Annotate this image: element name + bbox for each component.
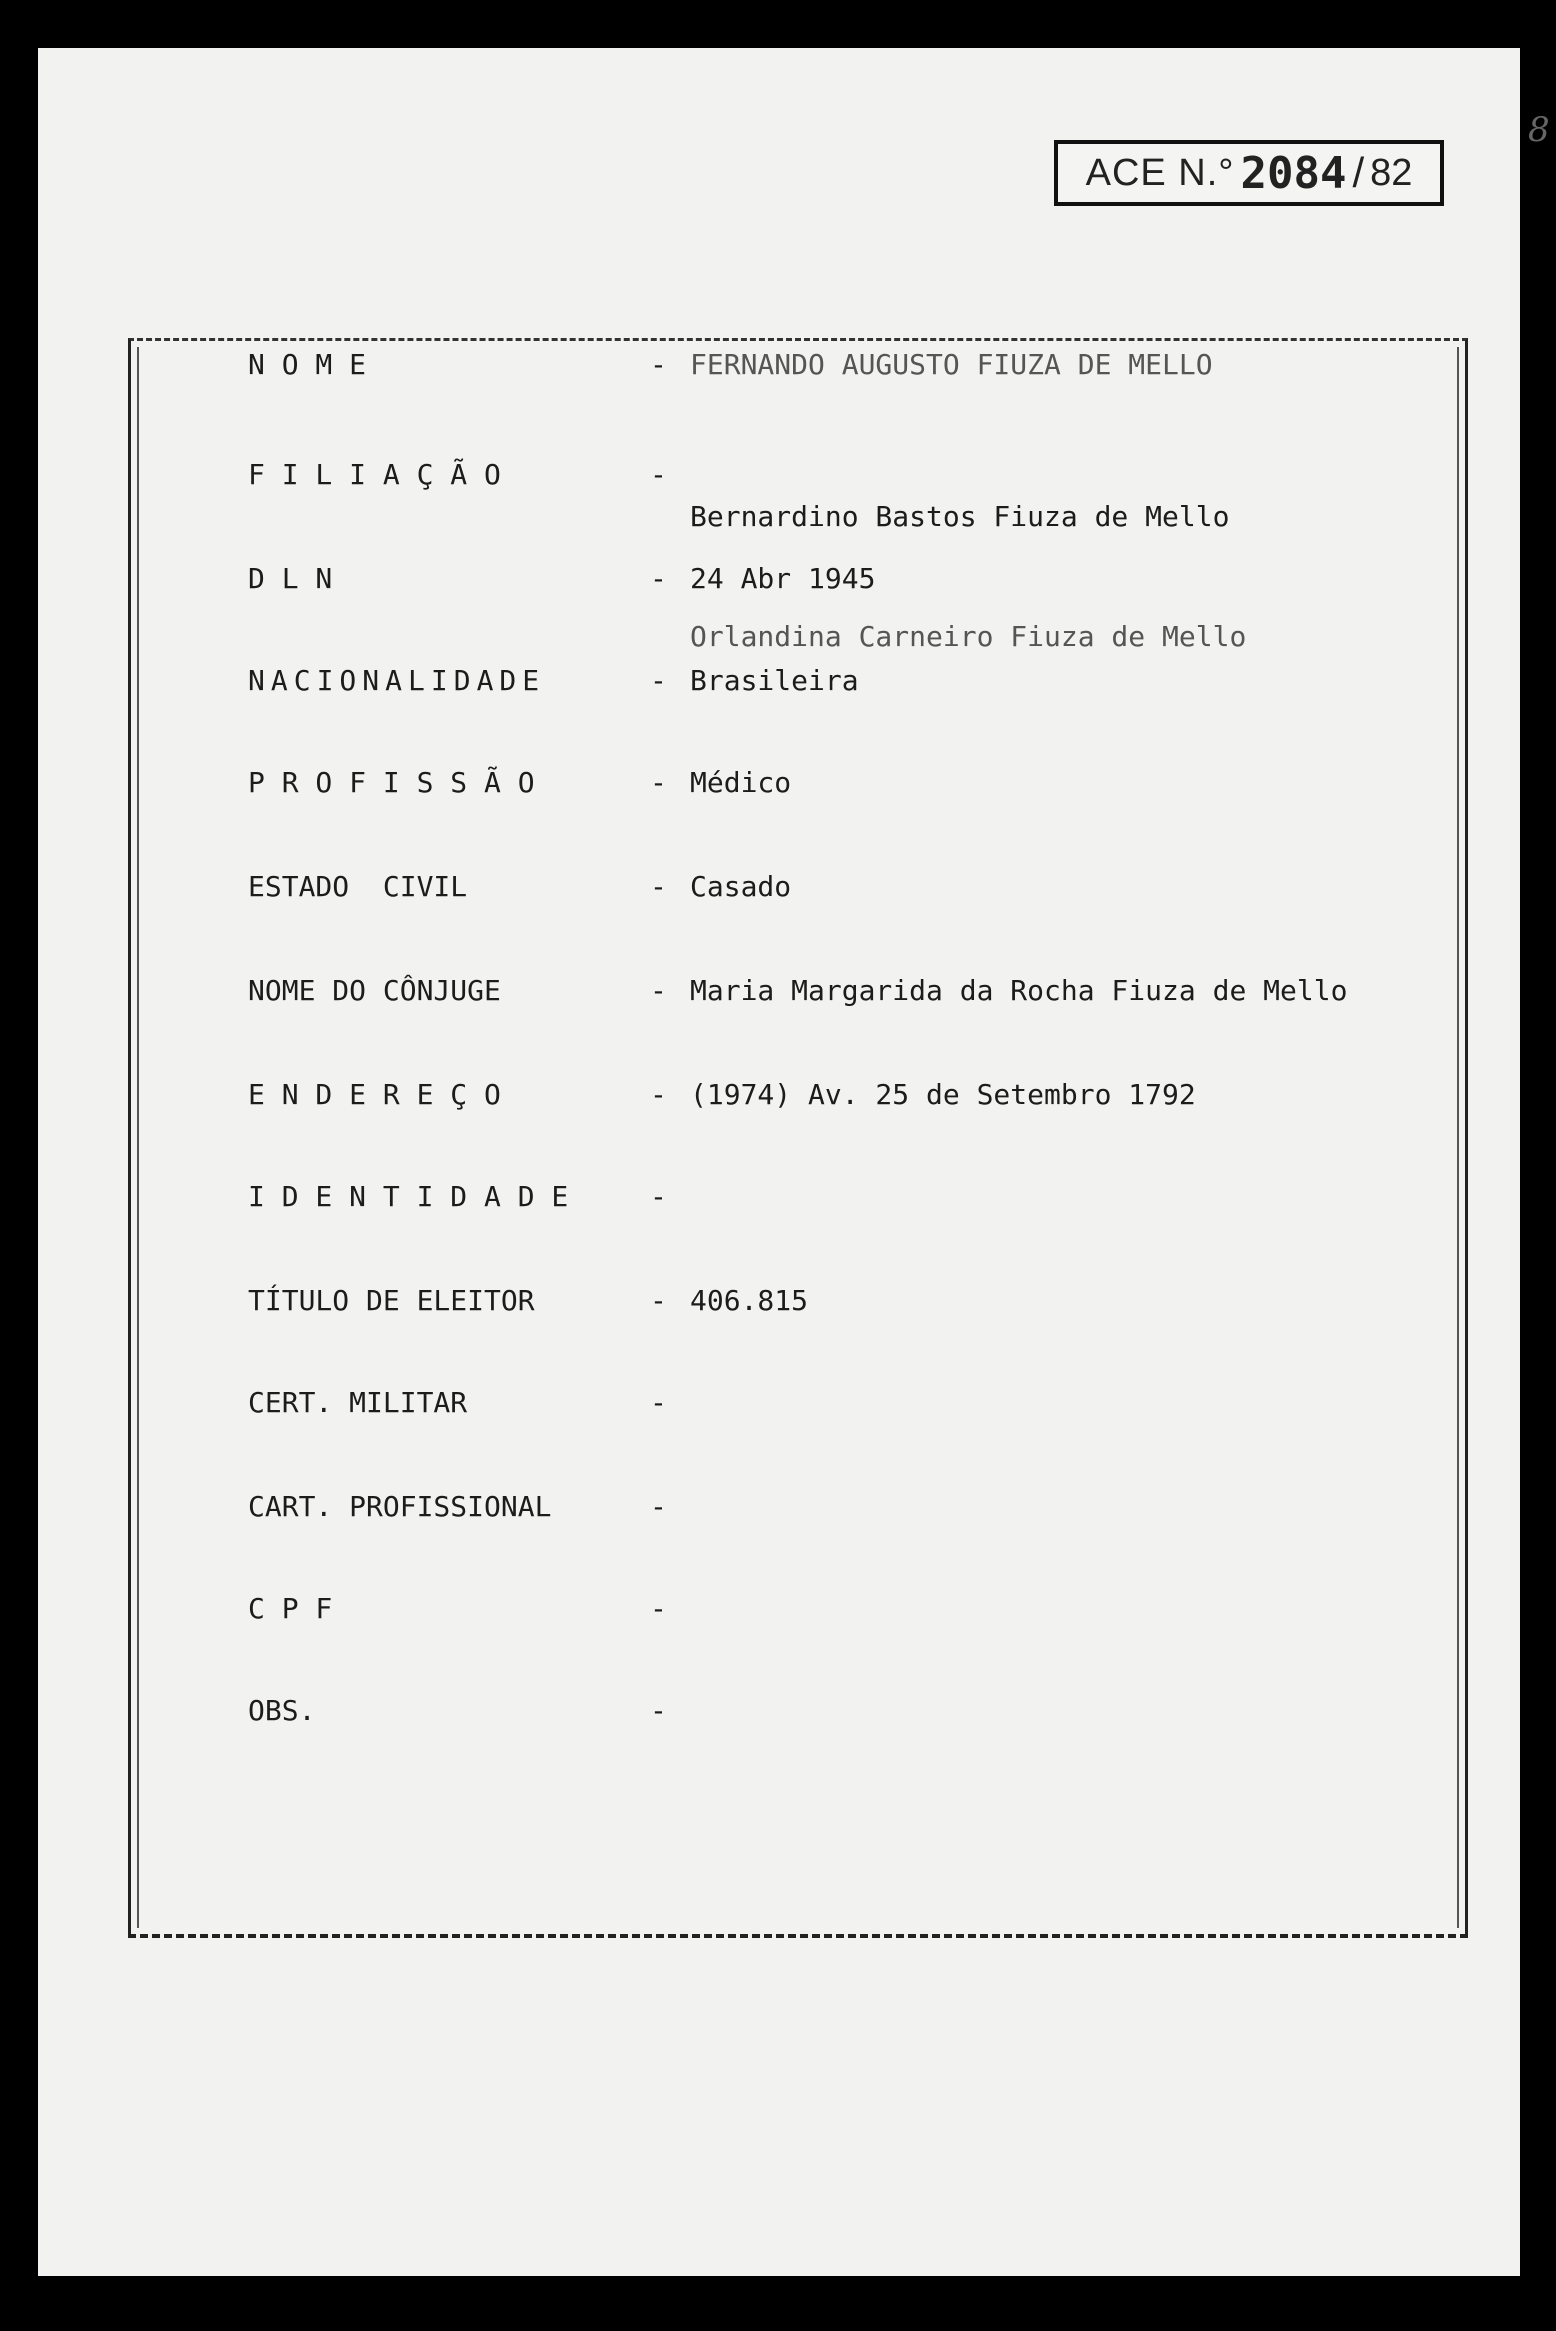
page-number-mark: 8: [1528, 110, 1550, 150]
separator: -: [650, 348, 667, 381]
separator: -: [650, 458, 667, 491]
ace-slash: /: [1352, 149, 1365, 196]
value-endereco: (1974) Av. 25 de Setembro 1792: [690, 1078, 1196, 1111]
value-nacionalidade: Brasileira: [690, 664, 859, 697]
value-conjuge: Maria Margarida da Rocha Fiuza de Mello: [690, 974, 1348, 1007]
ace-number-box: [1054, 140, 1444, 206]
separator: -: [650, 562, 667, 595]
value-profissao: Médico: [690, 766, 792, 799]
label-estado-civil: ESTADO CIVIL: [248, 870, 468, 903]
ace-number: 2084: [1240, 147, 1347, 199]
label-dln: D L N: [248, 562, 333, 595]
separator: -: [650, 1078, 667, 1111]
separator: -: [650, 1284, 667, 1317]
label-identidade: I D E N T I D A D E: [248, 1180, 569, 1213]
value-filiacao-mother: Orlandina Carneiro Fiuza de Mello: [690, 620, 1247, 653]
separator: -: [650, 974, 667, 1007]
value-titulo-eleitor: 406.815: [690, 1284, 809, 1317]
label-cert-militar: CERT. MILITAR: [248, 1386, 468, 1419]
label-cart-profissional: CART. PROFISSIONAL: [248, 1490, 552, 1523]
separator: -: [650, 1386, 667, 1419]
label-titulo-eleitor: TÍTULO DE ELEITOR: [248, 1284, 535, 1317]
document-sheet: [38, 48, 1550, 2276]
label-profissao: P R O F I S S Ã O: [248, 766, 535, 799]
label-nacionalidade: NACIONALIDADE: [248, 664, 546, 697]
separator: -: [650, 1592, 667, 1625]
ace-year: 82: [1370, 151, 1413, 194]
value-filiacao-father: Bernardino Bastos Fiuza de Mello: [690, 500, 1230, 533]
label-filiacao: F I L I A Ç Ã O: [248, 458, 501, 491]
separator: -: [650, 870, 667, 903]
label-cpf: C P F: [248, 1592, 333, 1625]
separator: -: [650, 766, 667, 799]
label-nome: N O M E: [248, 348, 367, 381]
separator: -: [650, 1490, 667, 1523]
separator: -: [650, 1694, 667, 1727]
label-conjuge: NOME DO CÔNJUGE: [248, 974, 501, 1007]
value-estado-civil: Casado: [690, 870, 792, 903]
value-dln: 24 Abr 1945: [690, 562, 876, 595]
separator: -: [650, 664, 667, 697]
label-obs: OBS.: [248, 1694, 316, 1727]
separator: -: [650, 1180, 667, 1213]
value-nome: FERNANDO AUGUSTO FIUZA DE MELLO: [690, 348, 1213, 381]
ace-label: ACE N.°: [1085, 151, 1235, 194]
label-endereco: E N D E R E Ç O: [248, 1078, 501, 1111]
